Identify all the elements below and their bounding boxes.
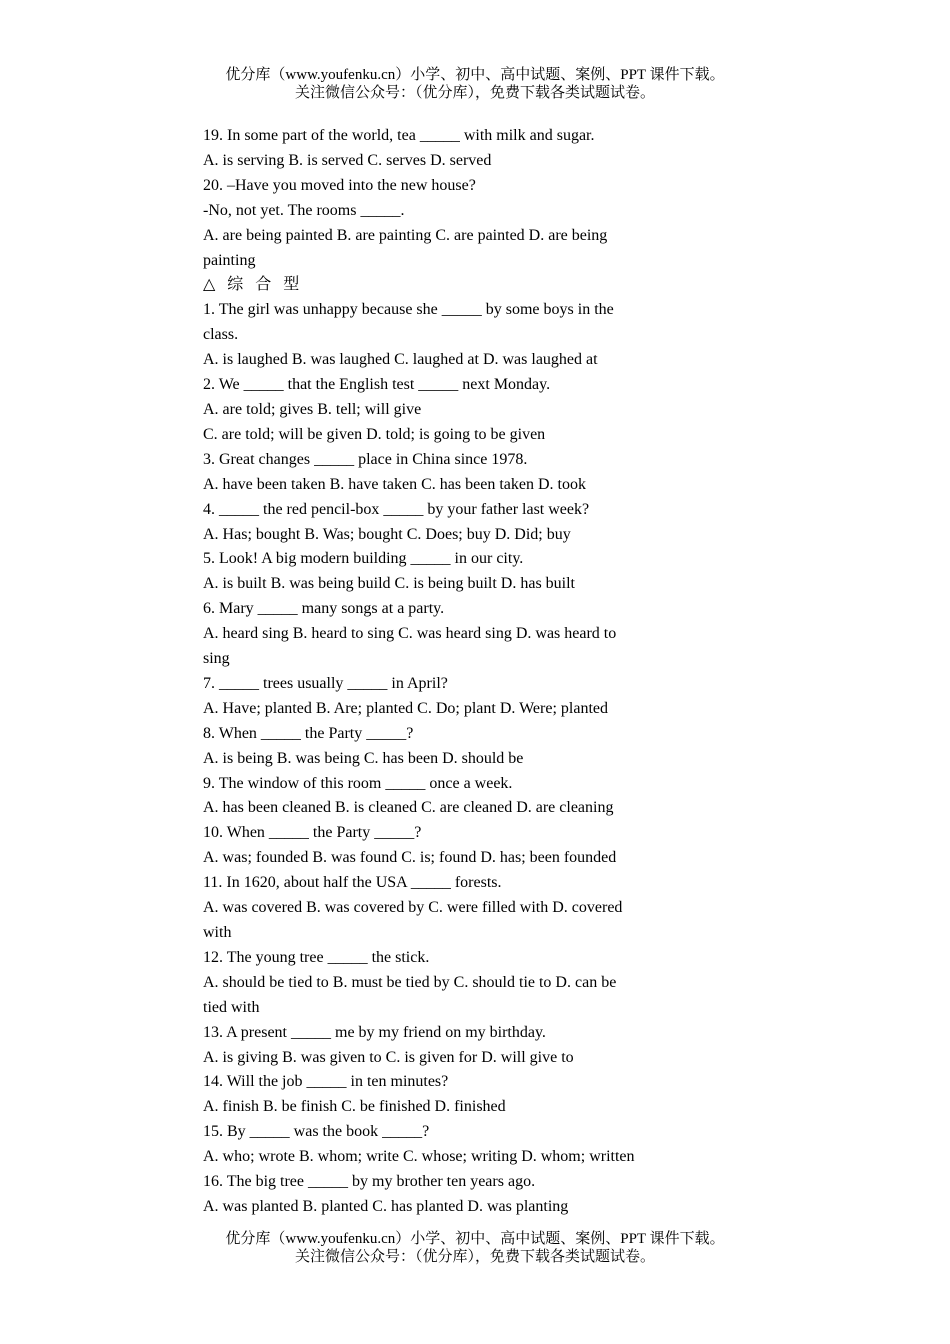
question-line: 5. Look! A big modern building _____ in our city. — [203, 550, 524, 568]
question-line: 11. In 1620, about half the USA _____ forests. — [203, 874, 502, 892]
section-heading: △ 综 合 型 — [203, 276, 304, 294]
question-line: -No, not yet. The rooms _____. — [203, 201, 405, 219]
question-line: 19. In some part of the world, tea _____ with milk and sugar. — [203, 127, 595, 144]
question-line: 6. Mary _____ many songs at a party. — [203, 600, 445, 618]
question-line: 9. The window of this room _____ once a week. — [203, 774, 513, 792]
question-line: 2. We _____ that the English test _____ next Monday. — [203, 376, 551, 394]
options-line: A. are being painted B. are painting C. are painted D. are being — [203, 226, 608, 244]
options-line: A. is built B. was being build C. is being built D. has built — [203, 575, 575, 593]
question-line: 1. The girl was unhappy because she _____ by some boys in the — [203, 301, 614, 319]
options-line: A. Have; planted B. Are; planted C. Do; plant D. Were; planted — [203, 699, 608, 717]
footer-line-1: 优分库（www.youfenku.cn）小学、初中、高中试题、案例、PPT 课件下载。 — [225, 1231, 725, 1247]
options-line: painting — [203, 251, 256, 269]
question-line: 20. –Have you moved into the new house? — [203, 176, 476, 194]
options-line: sing — [203, 650, 230, 668]
options-line: A. Has; bought B. Was; bought C. Does; buy D. Did; buy — [203, 525, 571, 543]
options-line: A. should be tied to B. must be tied by C. should tie to D. can be — [203, 973, 617, 991]
question-line: 14. Will the job _____ in ten minutes? — [203, 1073, 449, 1091]
options-line: A. who; wrote B. whom; write C. whose; writing D. whom; written — [203, 1148, 635, 1166]
question-line: 13. A present _____ me by my friend on my birthday. — [203, 1023, 546, 1041]
question-line: 4. _____ the red pencil-box _____ by your father last week? — [203, 500, 590, 518]
options-line: A. is laughed B. was laughed C. laughed at D. was laughed at — [203, 351, 598, 369]
question-line: 3. Great changes _____ place in China since 1978. — [203, 450, 528, 468]
options-line: A. is being B. was being C. has been D. should be — [203, 749, 524, 767]
page-header — [0, 66, 950, 102]
question-line: 15. By _____ was the book _____? — [203, 1123, 430, 1141]
options-line: A. is serving B. is served C. serves D. served — [203, 151, 492, 169]
question-line: 8. When _____ the Party _____? — [203, 724, 414, 742]
options-line: A. has been cleaned B. is cleaned C. are cleaned D. are cleaning — [203, 799, 614, 817]
options-line: with — [203, 924, 232, 941]
options-line: A. was planted B. planted C. has planted D. was planting — [203, 1197, 569, 1215]
page-footer — [0, 1230, 950, 1266]
question-line: 12. The young tree _____ the stick. — [203, 948, 430, 966]
question-line: 7. _____ trees usually _____ in April? — [203, 674, 448, 692]
options-line: A. is giving B. was given to C. is given for D. will give to — [203, 1048, 574, 1066]
options-line: A. was covered B. was covered by C. were filled with D. covered — [203, 899, 623, 917]
options-line: C. are told; will be given D. told; is going to be given — [203, 425, 546, 443]
question-line: class. — [203, 326, 239, 344]
options-line: A. heard sing B. heard to sing C. was heard sing D. was heard to — [203, 625, 617, 643]
footer-line-2: 关注微信公众号：（优分库），免费下载各类试题试卷。 — [294, 1249, 655, 1265]
header-line-1: 优分库（www.youfenku.cn）小学、初中、高中试题、案例、PPT 课件下载。 — [225, 67, 725, 83]
question-line: 16. The big tree _____ by my brother ten years ago. — [203, 1173, 536, 1191]
header-line-2: 关注微信公众号：（优分库），免费下载各类试题试卷。 — [294, 85, 655, 101]
options-line: A. finish B. be finish C. be finished D. finished — [203, 1098, 506, 1116]
options-line: A. was; founded B. was found C. is; found D. has; been founded — [203, 849, 617, 867]
question-body — [203, 124, 663, 1220]
options-line: A. are told; gives B. tell; will give — [203, 400, 422, 418]
options-line: A. have been taken B. have taken C. has been taken D. took — [203, 475, 586, 493]
question-line: 10. When _____ the Party _____? — [203, 824, 422, 842]
options-line: tied with — [203, 998, 260, 1016]
